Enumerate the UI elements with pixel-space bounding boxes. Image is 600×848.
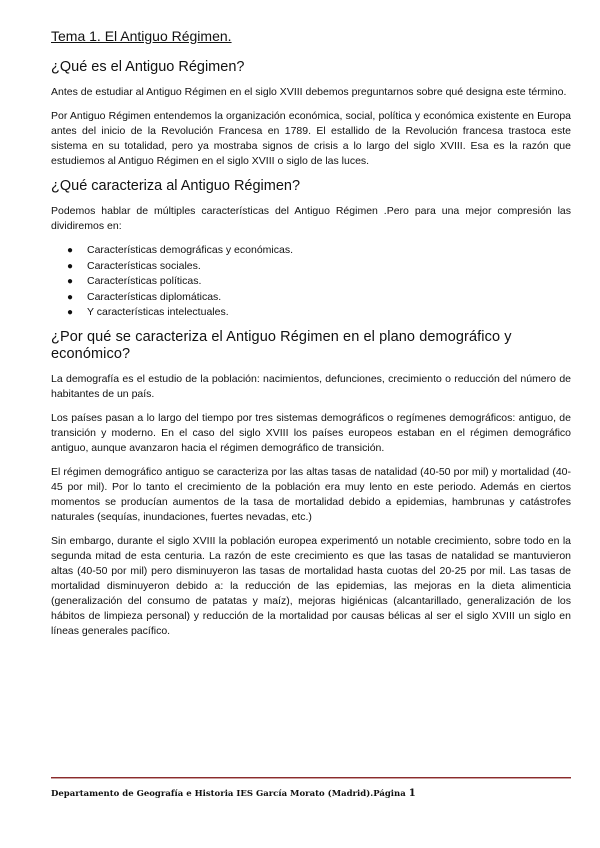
characteristics-list [51, 243, 571, 321]
paragraph: Antes de estudiar al Antiguo Régimen en el siglo XVIII debemos preguntarnos sobre qué designa este término. [51, 86, 567, 98]
section-que-es [51, 59, 571, 169]
list-item-text: Características diplomáticas. [87, 290, 222, 303]
paragraph: Sin embargo, durante el siglo XVIII la población europea experimentó un notable crecimiento, sobre todo en la segunda mitad de esta centuria. La razón de este crecimiento es que las tasas de natalidad se mantuvieron altas (40-50 por mil) pero disminuyeron las tasas de mortalidad hasta cuotas del 20-25 por mil. Las tasas de mortalidad disminuyeron debido a: la reducción de las epidemias, las mejoras en la dieta alimenticia (generalización del consumo de patatas y maíz), mejoras higiénicas (alcantarillado, generalización de los hábitos de limpieza personal) y reducción de la mortalidad por causas bélicas al ser el siglo XVIII un siglo en líneas generales pacífico. [51, 534, 571, 637]
section-que-caracteriza [51, 178, 571, 321]
page-number: 1 [408, 788, 416, 799]
section-heading: ¿Por qué se caracteriza el Antiguo Régimen en el plano demográfico y económico? [51, 328, 512, 362]
paragraph: La demografía es el estudio de la población: nacimientos, defunciones, crecimiento o reducción del número de habitantes de un país. [51, 372, 571, 400]
paragraph: Los países pasan a lo largo del tiempo por tres sistemas demográficos o regímenes demográficos: antiguo, de transición y moderno. En el caso del siglo XVIII los países europeos estaban en el régimen demográfico antiguo, aunque avanzaron hacia el régimen demográfico de transición. [51, 411, 571, 454]
list-item [67, 259, 571, 275]
footer-rule [51, 777, 571, 778]
list-item-text: Características sociales. [87, 259, 201, 272]
list-item [67, 274, 571, 290]
bullet-icon: ● [67, 260, 74, 272]
paragraph: Podemos hablar de múltiples características del Antiguo Régimen .Pero para una mejor compresión las dividiremos en: [51, 205, 571, 232]
bullet-icon: ● [67, 307, 74, 318]
footer-text: Departamento de Geografía e Historia IES García Morato (Madrid).Página [51, 789, 409, 799]
bullet-icon: ● [67, 276, 74, 287]
document-content [51, 28, 571, 648]
list-item [67, 305, 571, 321]
section-demografico [51, 329, 571, 639]
list-item [67, 243, 571, 259]
bullet-icon: ● [67, 291, 74, 303]
section-heading: ¿Qué caracteriza al Antiguo Régimen? [51, 178, 301, 194]
list-item-text: Características políticas. [87, 275, 202, 287]
paragraph: El régimen demográfico antiguo se caracteriza por las altas tasas de natalidad (40-50 por mil) y mortalidad (40-45 por mil). Por lo tanto el crecimiento de la población era muy lento en este periodo. Además en ciertos momentos se producían aumentos de la tasa de mortalidad debido a epidemias, hambrunas y catástrofes naturales (sequías, inundaciones, fuertes nevadas, etc.) [51, 465, 571, 523]
list-item-text: Y características intelectuales. [87, 306, 229, 318]
page-footer [51, 788, 571, 800]
list-item [67, 290, 571, 306]
document-title: Tema 1. El Antiguo Régimen. [51, 28, 232, 44]
paragraph: Por Antiguo Régimen entendemos la organización económica, social, política y económica existente en Europa antes del inicio de la Revolución Francesa en 1789. El estallido de la Revolución francesa trastoca este sistema en su totalidad, pero ya mostraba signos de crisis a lo largo del siglo XVIII. Esa es la razón que estudiemos al Antiguo Régimen en el siglo XVIII o siglo de las luces. [51, 110, 571, 167]
bullet-icon: ● [67, 245, 74, 256]
list-item-text: Características demográficas y económicas. [87, 244, 293, 256]
section-heading: ¿Qué es el Antiguo Régimen? [51, 59, 245, 75]
